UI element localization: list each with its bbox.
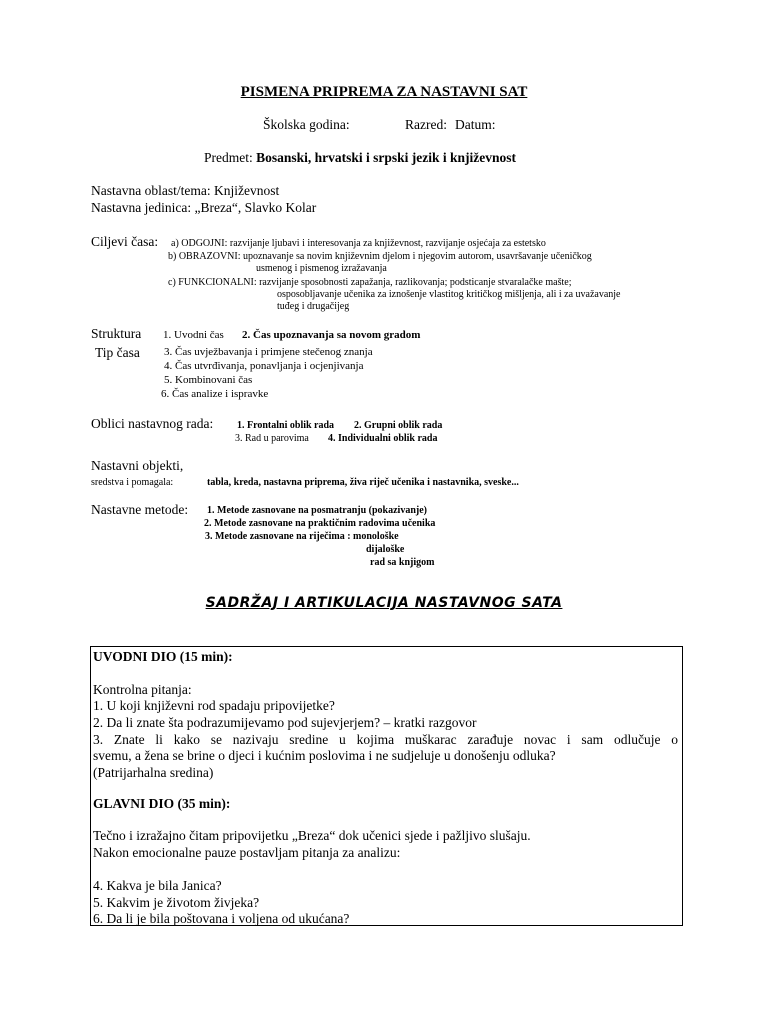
goals-label: Ciljevi časa: <box>91 234 159 249</box>
type-item-6: 6. Čas analize i ispravke <box>161 388 269 400</box>
methods-label: Nastavne metode: <box>91 502 189 517</box>
question-6: 6. Da li je bila poštovana i voljena od ukućana? <box>93 911 350 926</box>
question-4: 4. Kakva je bila Janica? <box>93 878 222 893</box>
section-title: SADRŽAJ I ARTIKULACIJA NASTAVNOG SATA <box>205 595 563 611</box>
subject-label: Predmet: <box>204 150 253 165</box>
question-3-answer: (Patrijarhalna sredina) <box>93 765 214 780</box>
date-label: Datum: <box>455 117 496 132</box>
pause-text: Nakon emocionalne pauze postavljam pitanja za analizu: <box>93 845 401 860</box>
type-item-3: 3. Čas uvježbavanja i primjene stečenog znanja <box>164 346 373 358</box>
methods-item-1: 1. Metode zasnovane na posmatranju (pokazivanje) <box>207 505 427 516</box>
type-item-5: 5. Kombinovani čas <box>164 374 253 386</box>
forms-item-2: 2. Grupni oblik rada <box>354 420 443 431</box>
goal-educational-cont: usmenog i pismenog izražavanja <box>256 263 387 274</box>
forms-item-4: 4. Individualni oblik rada <box>328 433 438 444</box>
teaching-unit: Nastavna jedinica: „Breza“, Slavko Kolar <box>91 200 317 215</box>
question-1: 1. U koji književni rod spadaju pripovijetke? <box>93 698 335 713</box>
main-heading: GLAVNI DIO (35 min): <box>93 796 231 811</box>
page-title: PISMENA PRIPREMA ZA NASTAVNI SAT <box>240 84 528 100</box>
goal-educational: b) OBRAZOVNI: upoznavanje sa novim književnim djelom i njegovim autorom, usavršavanje učeničkog <box>168 251 592 262</box>
reading-text: Tečno i izražajno čitam pripovijetku „Breza“ dok učenici sjede i pažljivo slušaju. <box>93 828 531 843</box>
forms-label: Oblici nastavnog rada: <box>91 416 214 431</box>
school-year-label: Školska godina: <box>263 117 350 132</box>
question-3: 3. Znate li kako se nazivaju sredine u kojima muškarac zarađuje novac i sam odlučuje o <box>93 732 678 747</box>
forms-item-1: 1. Frontalni oblik rada <box>237 420 335 431</box>
structure-label: Struktura <box>91 326 142 341</box>
type-label: Tip časa <box>95 345 140 360</box>
subject-line <box>204 150 516 166</box>
class-label: Razred: <box>405 117 447 132</box>
objects-label: Nastavni objekti, <box>91 458 184 473</box>
teaching-area: Nastavna oblast/tema: Književnost <box>91 183 280 198</box>
question-3-cont: svemu, a žena se brine o djeci i kućnim poslovima i ne sudjeluje u donošenju odluka? <box>93 748 556 763</box>
questions-label: Kontrolna pitanja: <box>93 682 192 697</box>
methods-item-3-book: rad sa knjigom <box>370 557 435 568</box>
goal-upbringing: a) ODGOJNI: razvijanje ljubavi i interesovanja za književnost, razvijanje osjećaja za estetsko <box>171 238 546 249</box>
lesson-content-box <box>90 646 683 926</box>
subject-value: Bosanski, hrvatski i srpski jezik i književnost <box>256 150 517 165</box>
type-item-2: 2. Čas upoznavanja sa novom gradom <box>242 329 421 341</box>
goal-functional: c) FUNKCIONALNI: razvijanje sposobnosti zapažanja, razlikovanja; podsticanje stvaralačke mašte; <box>168 277 572 288</box>
question-2: 2. Da li znate šta podrazumijevamo pod sujevjerjem? – kratki razgovor <box>93 715 477 730</box>
aids-value: tabla, kreda, nastavna priprema, živa riječ učenika i nastavnika, sveske... <box>207 477 519 488</box>
methods-item-3: 3. Metode zasnovane na riječima : monološke <box>205 531 399 542</box>
aids-label: sredstva i pomagala: <box>91 477 174 488</box>
type-item-4: 4. Čas utvrđivanja, ponavljanja i ocjenjivanja <box>164 360 364 372</box>
forms-item-3: 3. Rad u parovima <box>235 433 309 444</box>
type-item-1: 1. Uvodni čas <box>163 329 224 341</box>
intro-heading: UVODNI DIO (15 min): <box>93 649 233 664</box>
methods-item-2: 2. Metode zasnovane na praktičnim radovima učenika <box>204 518 436 529</box>
question-5: 5. Kakvim je životom živjeka? <box>93 895 260 910</box>
goal-functional-cont: osposobljavanje učenika za iznošenje vlastitog kritičkog mišljenja, ali i za uvažavanje <box>277 289 621 300</box>
goal-functional-cont2: tuđeg i drugačijeg <box>277 301 350 312</box>
methods-item-3-dialog: dijaloške <box>366 544 405 555</box>
